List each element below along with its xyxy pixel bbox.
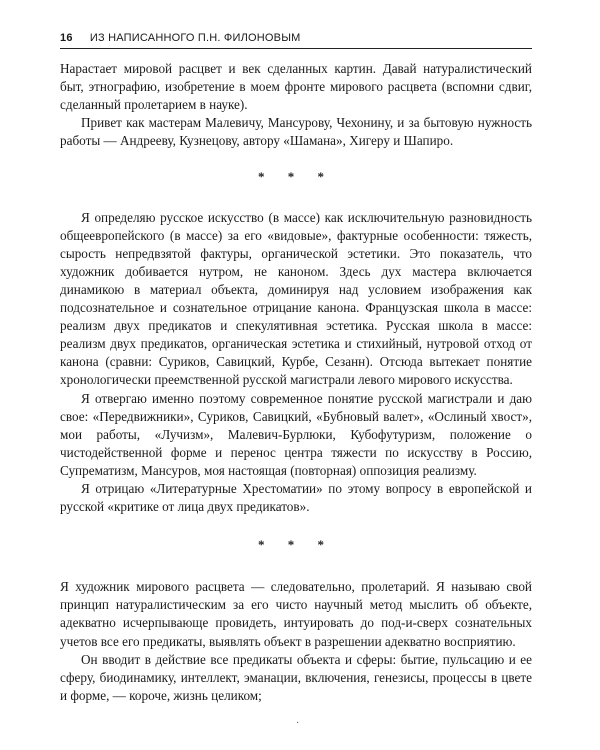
paragraph: Я отрицаю «Литературные Хрестоматии» по этому вопросу в европейской и русской «критике от лица двух предикатов». bbox=[60, 480, 532, 515]
running-head bbox=[60, 32, 540, 44]
page-number: 16 bbox=[60, 32, 73, 44]
footer-mark: · bbox=[296, 718, 300, 729]
body-text bbox=[60, 60, 532, 705]
paragraph: Я художник мирового расцвета — следовательно, пролетарий. Я называю свой принцип натуралистическим за его чисто научный метод мыслить об объекте, адекватно исчерпывающе провидеть, интуировать до под-и-сверх сознательных учетов все его предикаты, выявлять объект в разрешении адекватно восприятию. bbox=[60, 579, 532, 649]
section-separator: * * * bbox=[258, 169, 334, 185]
paragraph: Привет как мастерам Малевичу, Мансурову, Чехонину, и за бытовую нужность работы — Андрееву, Кузнецову, автору «Шамана», Хигеру и Шапиро. bbox=[60, 115, 532, 149]
paragraph: Я отвергаю именно поэтому современное понятие русской магистрали и даю свое: «Передвижники», Суриков, Савицкий, «Бубновый валет», «Ослиный хвост», мои работы, «Лучизм», Малевич-Бурлюки, Кубофутуризм, положение о чистодейственной форме и перенос центра тяжести по искусству в Россию, Супрематизм, Мансуров, моя настоящая (повторная) оппозиция реализму. bbox=[60, 390, 532, 478]
paragraph: Он вводит в действие все предикаты объекта и сферы: бытие, пульсацию и ее сферу, биодинамику, интеллект, эманации, включения, генезисы, процессы в цвете и форме, — короче, жизнь целиком; bbox=[60, 651, 532, 703]
paragraph: Я определяю русское искусство (в массе) как исключительную разновидность общеевропейского (в массе) за его «видовые», фактурные особенности: тяжесть, сырость непредвзятой фактуры, органической эстетики. Это показатель, что художник добивается нутром, не каноном. Здесь дух мастера включается динамикою в материал объекта, доминируя над условием изображения как подсознательное и сознательное отрицание канона. Французская школа в массе: реализм двух предикатов и спекулятивная эстетика. Русская школа в массе: реализм двух предикатов, органическая эстетика и стихийный, нутровой отход от канона (сравни: Суриков, Савицкий, Курбе, Сезанн). Отсюда вытекает понятие хронологически преемственной русской магистрали левого мирового искусства. bbox=[60, 209, 532, 388]
paragraph: Нарастает мировой расцвет и век сделанных картин. Давай натуралистический быт, этнографию, изобретение в моем фронте мирового расцвета (вспомни сдвиг, сделанный пролетарием в науке). bbox=[60, 61, 532, 113]
running-title: ИЗ НАПИСАННОГО П.Н. ФИЛОНОВЫМ bbox=[89, 32, 301, 44]
header-rule bbox=[60, 48, 532, 49]
section-separator: * * * bbox=[258, 537, 334, 553]
